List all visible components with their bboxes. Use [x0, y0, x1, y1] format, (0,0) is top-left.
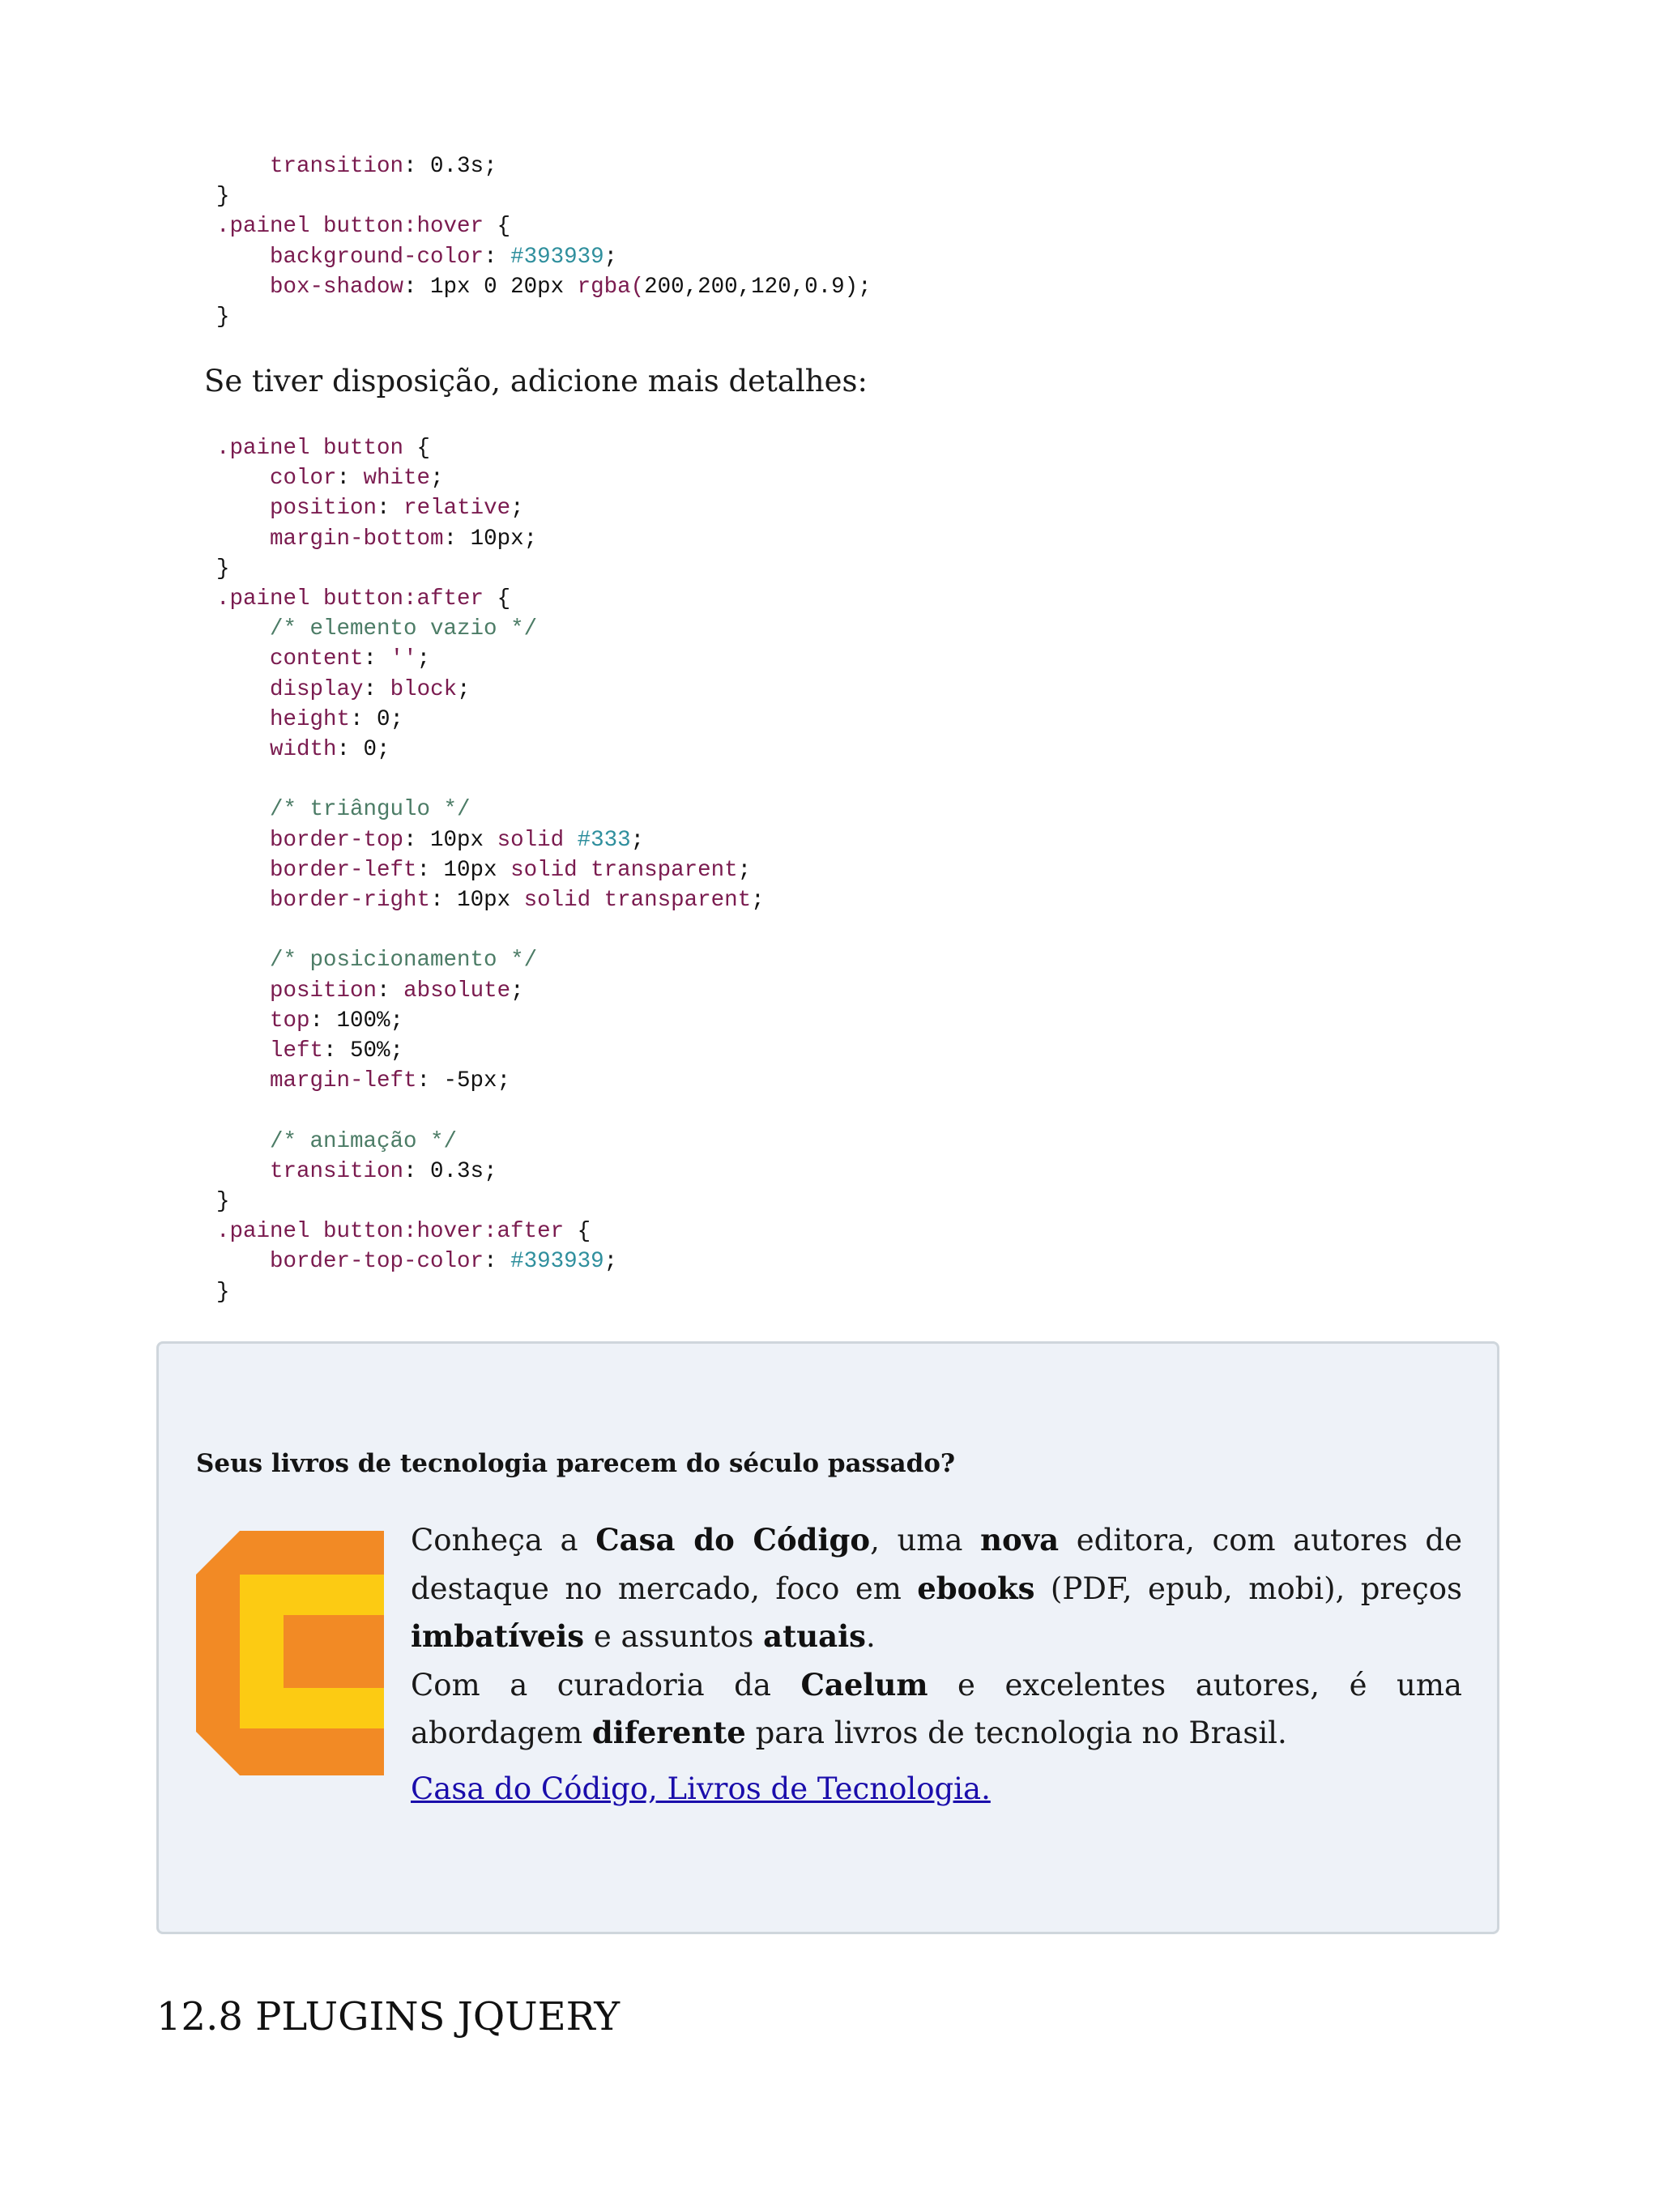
ad-heading: Seus livros de tecnologia parecem do século passado? [196, 1449, 956, 1478]
code-block-main: .painel button { color: white; position: relative; margin-bottom: 10px; } .painel button:after { /* elemento vazio */ content: ''; display: block; height: 0; width: 0; /* triângulo */ border-top: 10px solid #333; border-left: 10px solid transparent; border-right: 10px solid transparent; /* posicionamento */ position: absolute; top: 100%; left: 50%; margin-left: -5px; /* animação */ transition: 0.3s; } .painel button:hover:after { border-top-color: #393939; } [216, 436, 765, 1305]
ad-text-line-2: Com a curadoria da Caelum e excelentes autores, é uma abordagem diferente para livros de tecnologia no Brasil. [411, 1666, 1462, 1750]
casa-do-codigo-link[interactable]: Casa do Código, Livros de Tecnologia. [411, 1771, 991, 1806]
ad-text [411, 1516, 1462, 1758]
paragraph: Se tiver disposição, adicione mais detalhes: [204, 364, 868, 399]
casa-do-codigo-logo [196, 1531, 384, 1775]
code-block-top: transition: 0.3s; } .painel button:hover { background-color: #393939; box-shadow: 1px 0 20px rgba(200,200,120,0.9); } [216, 154, 872, 330]
section-title: 12.8 PLUGINS JQUERY [156, 1994, 621, 2039]
ad-text-line-1: Conheça a Casa do Código, uma nova editora, com autores de destaque no mercado, foco em ebooks (PDF, epub, mobi), preços imbatíveis e assuntos atuais. [411, 1522, 1462, 1654]
advertisement-box [156, 1341, 1499, 1934]
